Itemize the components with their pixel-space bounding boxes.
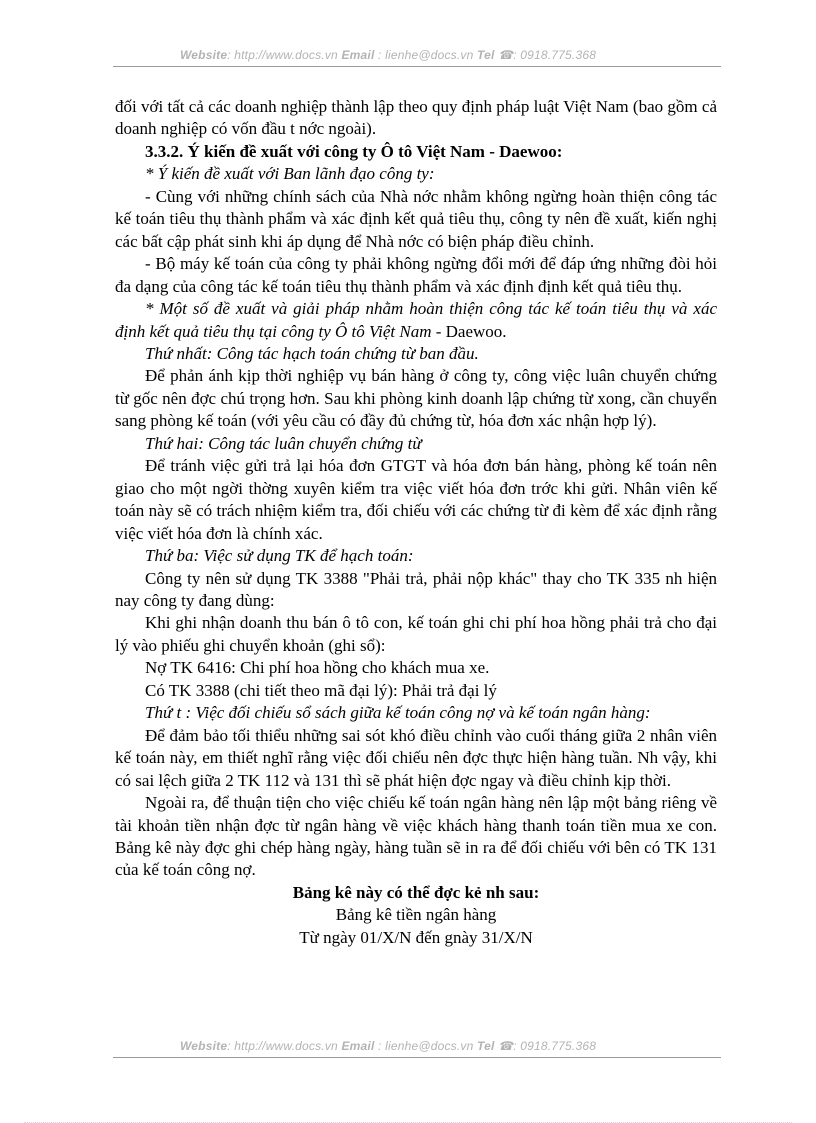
page-header bbox=[180, 48, 700, 62]
paragraph-revenue-entry: Khi ghi nhận doanh thu bán ô tô con, kế toán ghi chi phí hoa hồng phải trả cho đại lý vào phiếu ghi chuyển khoản (ghi sổ): bbox=[115, 613, 717, 655]
footer-rule bbox=[113, 1057, 721, 1058]
footer-tel-value: ☎: 0918.775.368 bbox=[498, 1039, 597, 1053]
footer-tel-label: Tel bbox=[477, 1039, 495, 1053]
footer-website-label: Website bbox=[180, 1039, 228, 1053]
subheading-solutions-text: * Một số đề xuất và giải pháp nhằm hoàn thiện công tác kế toán tiêu thụ và xác định kết quả tiêu thụ tại công ty Ô tô Việt Nam - bbox=[115, 299, 717, 341]
email-value: : lienhe@docs.vn bbox=[378, 48, 474, 62]
subheading-management: * Ý kiến đề xuất với Ban lãnh đạo công ty: bbox=[145, 164, 435, 184]
email-label: Email bbox=[341, 48, 375, 62]
subheading-solutions bbox=[115, 298, 717, 343]
tel-label: Tel bbox=[477, 48, 495, 62]
table-intro-heading: Bảng kê này có thể đợc kẻ nh sau: bbox=[292, 882, 540, 902]
subheading-first: Thứ nhất: Công tác hạch toán chứng từ ban đầu. bbox=[145, 343, 479, 363]
header-rule bbox=[113, 66, 721, 67]
paragraph-state-policy: - Cùng với những chính sách của Nhà nớc nhằm không ngừng hoàn thiện công tác kế toán tiêu thụ thành phẩm và xác định kết quả tiêu thụ, công ty nên đề xuất, kiến nghị các bất cập phát sinh khi áp dụng để Nhà nớc có biện pháp điều chỉnh. bbox=[115, 186, 717, 251]
paragraph-third: Công ty nên sử dụng TK 3388 "Phải trả, phải nộp khác" thay cho TK 335 nh hiện nay công ty đang dùng: bbox=[115, 568, 717, 610]
website-value: : http://www.docs.vn bbox=[227, 48, 338, 62]
document-body bbox=[115, 96, 717, 949]
paragraph-accounting-apparatus: - Bộ máy kế toán của công ty phải không ngừng đổi mới để đáp ứng những đòi hỏi đa dạng của công tác kế toán tiêu thụ thành phẩm và xác định định kết quả tiêu thụ. bbox=[115, 254, 717, 296]
section-heading-3-3-2: 3.3.2. Ý kiến đề xuất với công ty Ô tô Việt Nam - Daewoo: bbox=[145, 141, 563, 161]
table-title: Bảng kê tiền ngân hàng bbox=[335, 905, 497, 925]
entry-credit: Có TK 3388 (chi tiết theo mã đại lý): Phải trả đại lý bbox=[145, 680, 497, 700]
website-label: Website bbox=[180, 48, 228, 62]
entry-debit: Nợ TK 6416: Chi phí hoa hồng cho khách mua xe. bbox=[145, 658, 490, 678]
footer-email-label: Email bbox=[341, 1039, 375, 1053]
subheading-third: Thứ ba: Việc sử dụng TK để hạch toán: bbox=[145, 546, 414, 566]
subheading-second: Thứ hai: Công tác luân chuyển chứng từ bbox=[145, 433, 422, 453]
paragraph-second: Để tránh việc gửi trả lại hóa đơn GTGT và hóa đơn bán hàng, phòng kế toán nên giao cho một ngời thờng xuyên kiểm tra việc viết hóa đơn trớc khi gửi. Nhân viên kế toán này sẽ có trách nhiệm kiểm tra, đối chiếu với các chứng từ đi kèm để xác định rằng việc viết hóa đơn là chính xác. bbox=[115, 456, 717, 543]
table-date-range: Từ ngày 01/X/N đến gnày 31/X/N bbox=[299, 927, 533, 947]
tel-value: ☎: 0918.775.368 bbox=[498, 48, 597, 62]
paragraph-fourth: Để đảm bảo tối thiểu những sai sót khó điều chỉnh vào cuối tháng giữa 2 nhân viên kế toán này, em thiết nghĩ rằng việc đối chiếu nên đợc thực hiện hàng tuần. Nh vậy, khi có sai lệch giữa 2 TK 112 và 131 thì sẽ phát hiện đợc ngay và điều chỉnh kịp thời. bbox=[115, 725, 717, 790]
paragraph-additional: Ngoài ra, để thuận tiện cho việc chiếu kế toán ngân hàng nên lập một bảng riêng về tài khoản tiền nhận đợc từ ngân hàng về việc khách hàng thanh toán tiền mua xe con. Bảng kê này đợc ghi chép hàng ngày, hàng tuần sẽ in ra để đối chiếu với bên có TK 131 của kế toán công nợ. bbox=[115, 793, 717, 880]
footer-email-value: : lienhe@docs.vn bbox=[378, 1039, 474, 1053]
footer-website-value: : http://www.docs.vn bbox=[227, 1039, 338, 1053]
subheading-fourth: Thứ t : Việc đối chiếu sổ sách giữa kế toán công nợ và kế toán ngân hàng: bbox=[145, 703, 651, 723]
paragraph-first: Để phản ánh kịp thời nghiệp vụ bán hàng ở công ty, công việc luân chuyển chứng từ gốc nên đợc chú trọng hơn. Sau khi phòng kinh doanh lập chứng từ xong, cần chuyển sang phòng kế toán (với yêu cầu có đầy đủ chứng từ, hóa đơn xác nhận hợp lý). bbox=[115, 366, 717, 431]
page-footer bbox=[180, 1039, 700, 1053]
paragraph-intro: đối với tất cả các doanh nghiệp thành lập theo quy định pháp luật Việt Nam (bao gồm cả doanh nghiệp có vốn đầu t nớc ngoài). bbox=[115, 97, 717, 139]
subheading-solutions-brand: Daewoo. bbox=[445, 321, 507, 341]
